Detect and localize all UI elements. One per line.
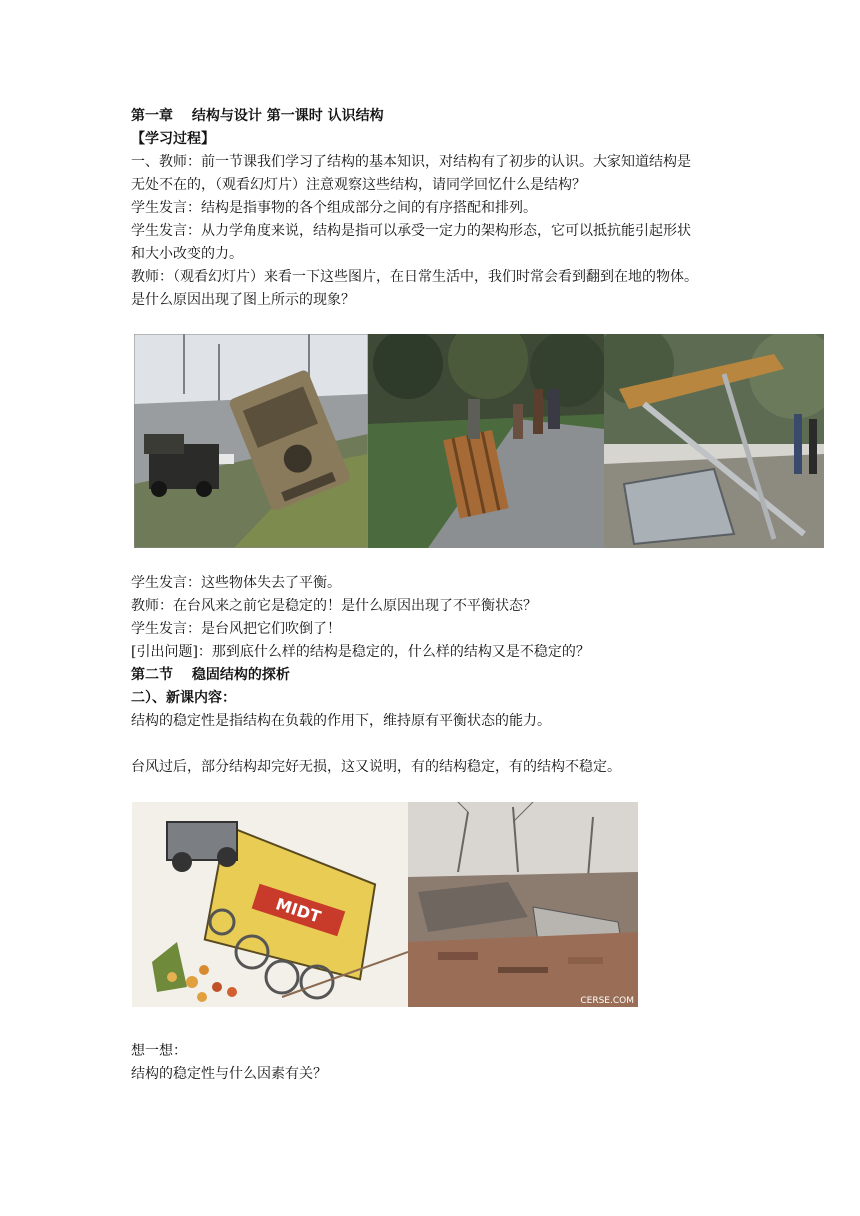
new-lesson-subheading: 二）、新课内容：	[131, 690, 236, 706]
paragraph-line: 是什么原因出现了图上所示的现象？	[131, 292, 355, 308]
think-question: 结构的稳定性与什么因素有关？	[131, 1066, 327, 1082]
stability-definition: 结构的稳定性是指结构在负载的作用下，维持原有平衡状态的能力。	[131, 713, 551, 729]
paragraph-line: 台风过后，部分结构却完好无损，这又说明，有的结构稳定，有的结构不稳定。	[131, 759, 621, 775]
paragraph-line: 教师：在台风来之前它是稳定的！是什么原因出现了不平衡状态？	[131, 598, 537, 614]
unstable-structure-figure	[132, 802, 638, 1007]
truck-sign-text: MIDT	[273, 894, 324, 927]
discussion-text-block	[131, 572, 741, 779]
paragraph-line: 学生发言：是台风把它们吹倒了！	[131, 621, 341, 637]
collapsed-shelter-photo	[604, 334, 824, 548]
paragraph-line: 学生发言：这些物体失去了平衡。	[131, 575, 341, 591]
tilted-bin-photo	[368, 334, 604, 548]
chapter-title: 第一章 结构与设计 第一课时 认识结构	[131, 108, 384, 124]
overturned-vehicle-photo	[134, 334, 368, 548]
intro-text-block	[131, 105, 741, 312]
paragraph-line: 和大小改变的力。	[131, 246, 243, 262]
paragraph-line: 教师：（观看幻灯片）来看一下这些图片，在日常生活中，我们时常会看到翻到在地的物体。	[131, 269, 698, 285]
paragraph-line: 一、教师：前一节课我们学习了结构的基本知识，对结构有了初步的认识。大家知道结构是	[131, 154, 691, 170]
overloaded-truck-cartoon	[132, 802, 408, 1007]
think-text-block	[131, 1040, 741, 1086]
think-label: 想一想：	[131, 1043, 187, 1059]
paragraph-line: [引出问题]：那到底什么样的结构是稳定的，什么样的结构又是不稳定的？	[131, 644, 590, 660]
section-heading: 第二节 稳固结构的探析	[131, 667, 290, 683]
paragraph-line: 无处不在的，（观看幻灯片）注意观察这些结构，请同学回忆什么是结构？	[131, 177, 586, 193]
typhoon-damage-figure	[134, 334, 824, 548]
blank-line	[131, 733, 741, 756]
watermark-text: CERSE.COM	[580, 996, 634, 1006]
learning-process-heading: 【学习过程】	[131, 131, 215, 147]
paragraph-line: 学生发言：从力学角度来说，结构是指可以承受一定力的架构形态，它可以抵抗能引起形状	[131, 223, 691, 239]
paragraph-line: 学生发言：结构是指事物的各个组成部分之间的有序搭配和排列。	[131, 200, 537, 216]
collapsed-building-photo	[408, 802, 638, 1007]
